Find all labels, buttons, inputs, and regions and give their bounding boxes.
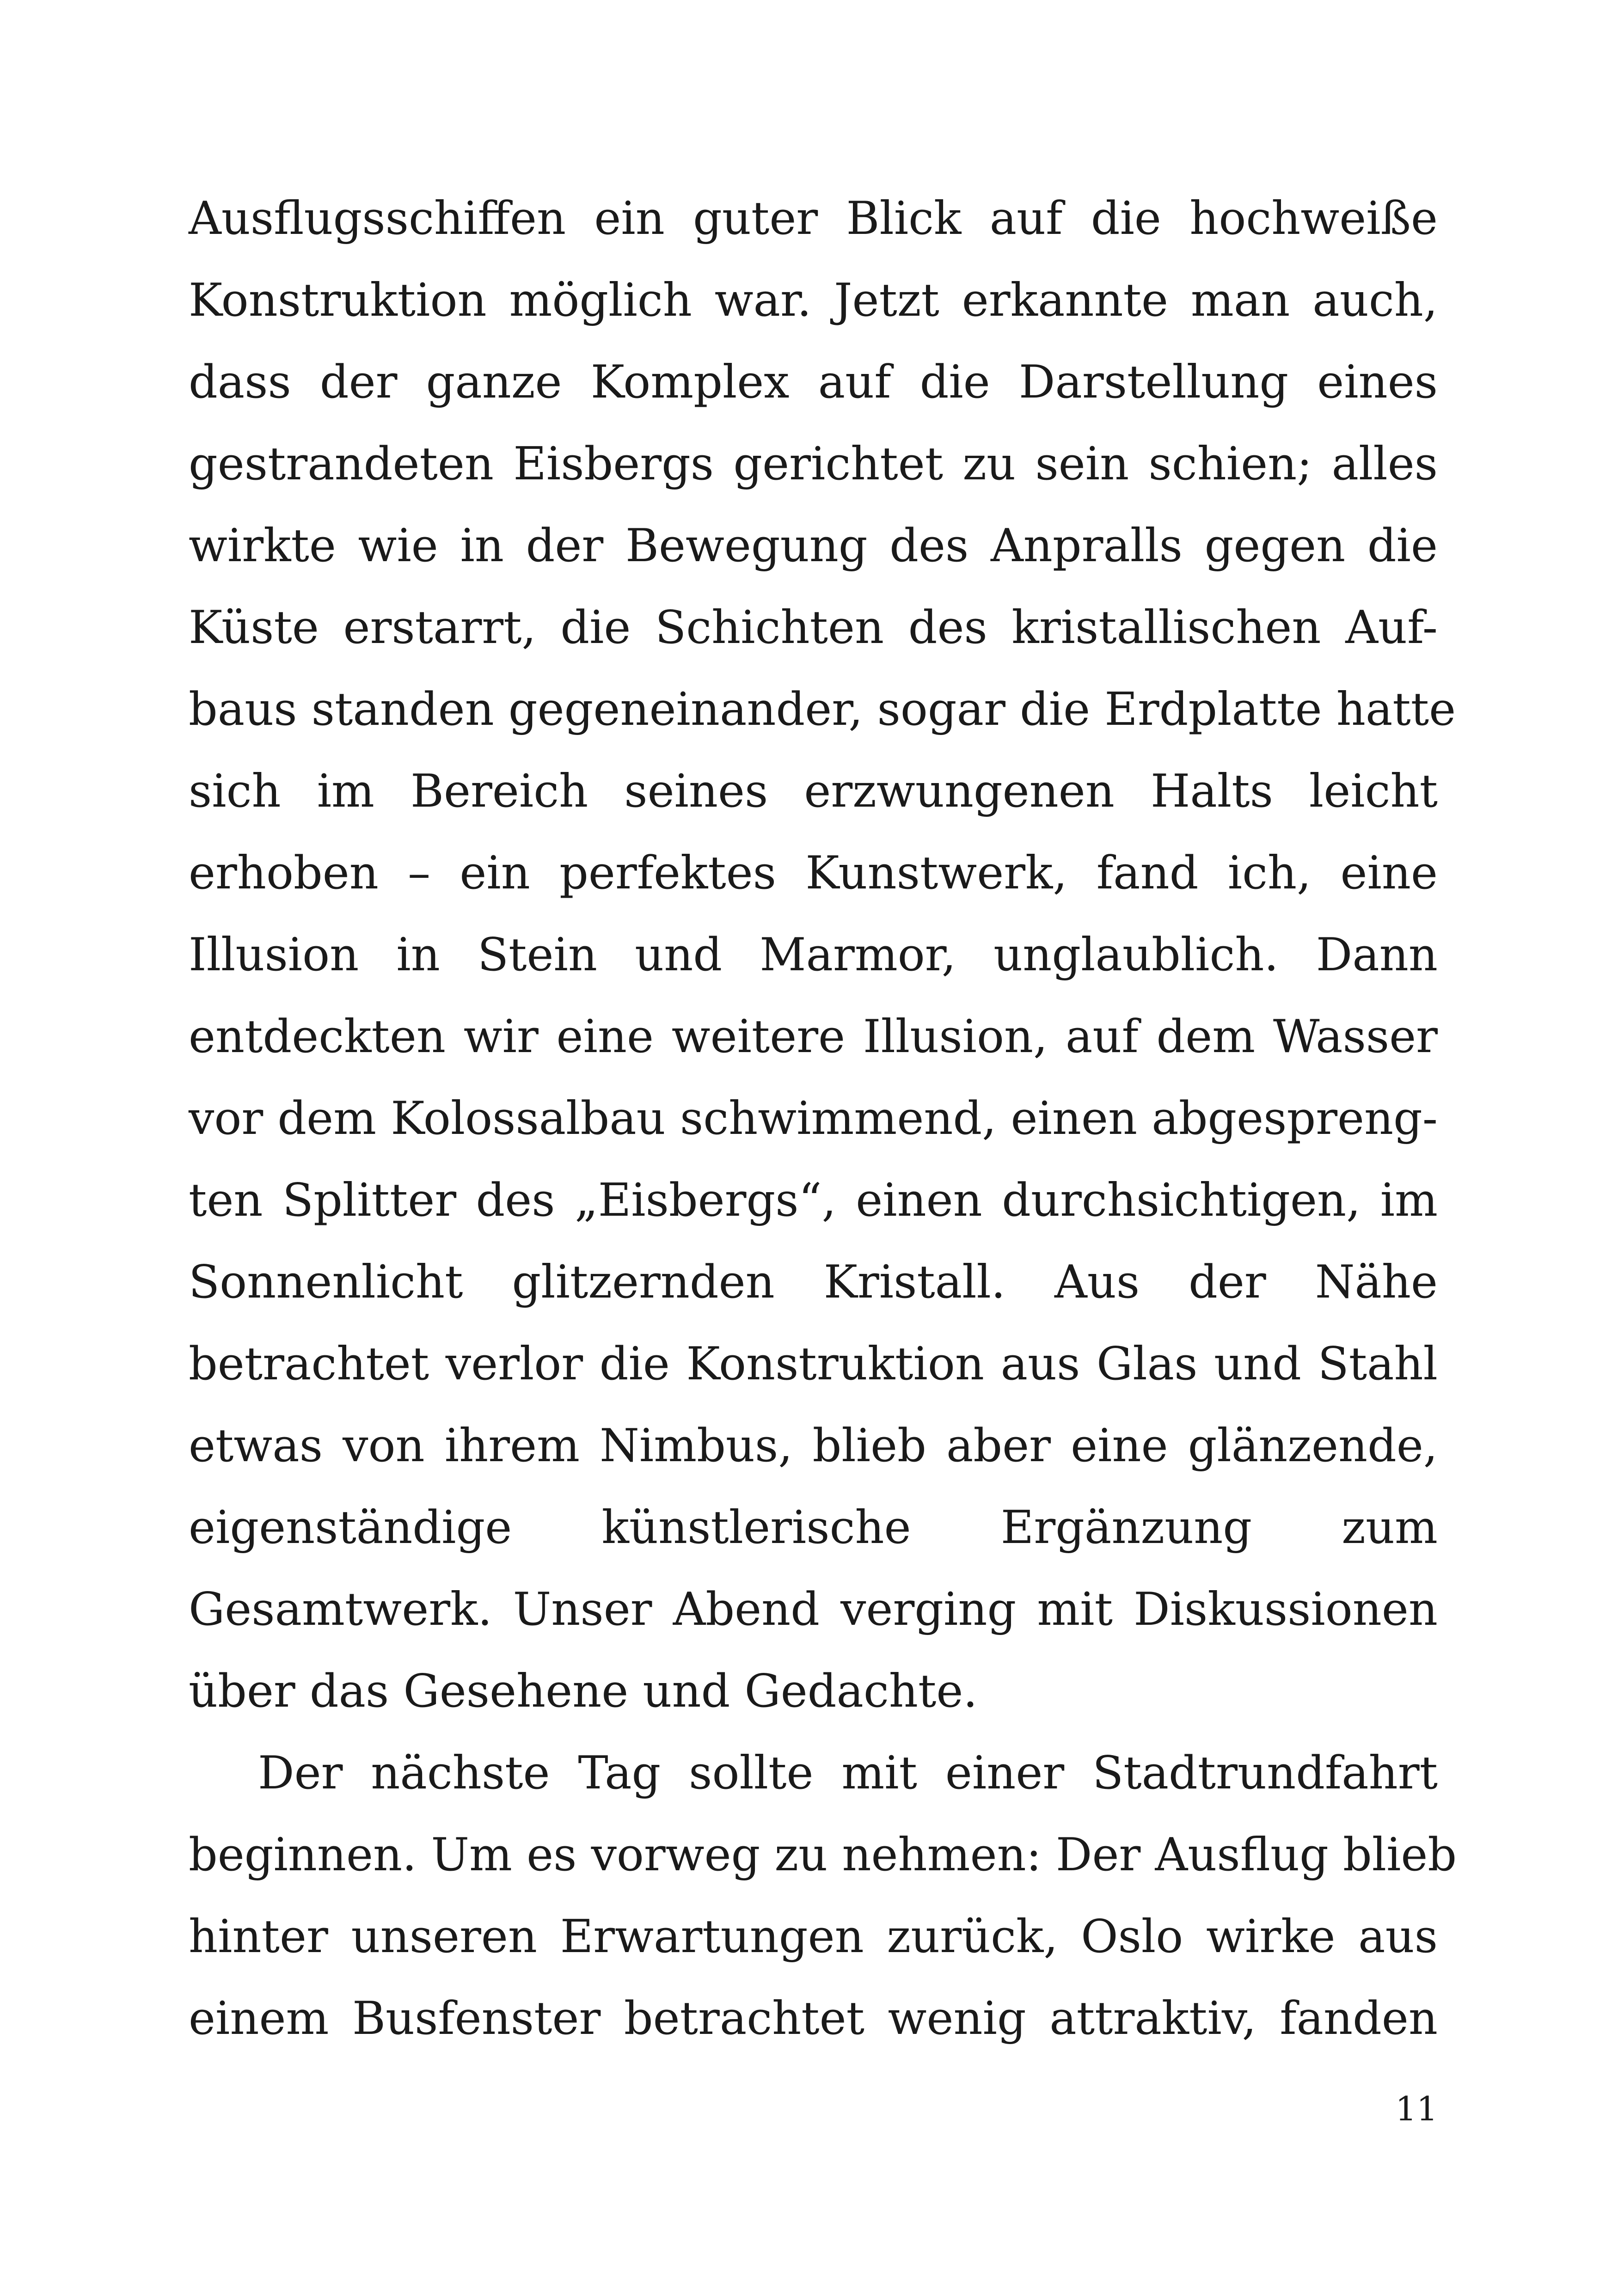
text-line: gestrandeten Eisbergs gerichtet zu sein schien; alles xyxy=(189,438,1438,490)
text-line: etwas von ihrem Nimbus, blieb aber eine glänzende, xyxy=(189,1420,1438,1472)
text-line: erhoben – ein perfektes Kunstwerk, fand ich, eine xyxy=(189,847,1438,900)
text-line: ten Splitter des „Eisbergs“, einen durchsichtigen, im xyxy=(189,1174,1438,1227)
paragraph-1 xyxy=(189,178,1456,1733)
text-line: Der nächste Tag sollte mit einer Stadtrundfahrt xyxy=(258,1747,1438,1800)
text-line: entdeckten wir eine weitere Illusion, auf dem Wasser xyxy=(189,1010,1438,1063)
text-line: Küste erstarrt, die Schichten des kristallischen Auf- xyxy=(189,601,1438,654)
text-line: beginnen. Um es vorweg zu nehmen: Der Ausflug blieb xyxy=(189,1829,1457,1881)
text-line: vor dem Kolossalbau schwimmend, einen abgespreng- xyxy=(189,1092,1438,1145)
text-line: wirkte wie in der Bewegung des Anpralls gegen die xyxy=(189,520,1438,572)
text-line: Sonnenlicht glitzernden Kristall. Aus der Nähe xyxy=(189,1256,1438,1309)
text-line: eigenständige künstlerische Ergänzung zum xyxy=(189,1501,1438,1554)
text-line: Illusion in Stein und Marmor, unglaublich. Dann xyxy=(189,929,1438,981)
text-line: Gesamtwerk. Unser Abend verging mit Diskussionen xyxy=(189,1583,1438,1636)
text-line: Konstruktion möglich war. Jetzt erkannte man auch, xyxy=(189,274,1438,327)
text-line: Ausflugsschiffen ein guter Blick auf die hochweiße xyxy=(189,192,1438,245)
text-line: hinter unseren Erwartungen zurück, Oslo wirke aus xyxy=(189,1910,1438,1963)
text-line: über das Gesehene und Gedachte. xyxy=(189,1665,978,1718)
body-text xyxy=(189,178,1457,2060)
text-line: dass der ganze Komplex auf die Darstellung eines xyxy=(189,356,1438,409)
paragraph-2 xyxy=(189,1733,1457,2060)
text-line: einem Busfenster betrachtet wenig attraktiv, fanden xyxy=(189,1992,1438,2045)
text-line: sich im Bereich seines erzwungenen Halts leicht xyxy=(189,765,1438,818)
text-line: betrachtet verlor die Konstruktion aus Glas und Stahl xyxy=(189,1338,1438,1390)
text-line: baus standen gegeneinander, sogar die Erdplatte hatte xyxy=(189,683,1456,736)
page-number: 11 xyxy=(1395,2089,1438,2128)
